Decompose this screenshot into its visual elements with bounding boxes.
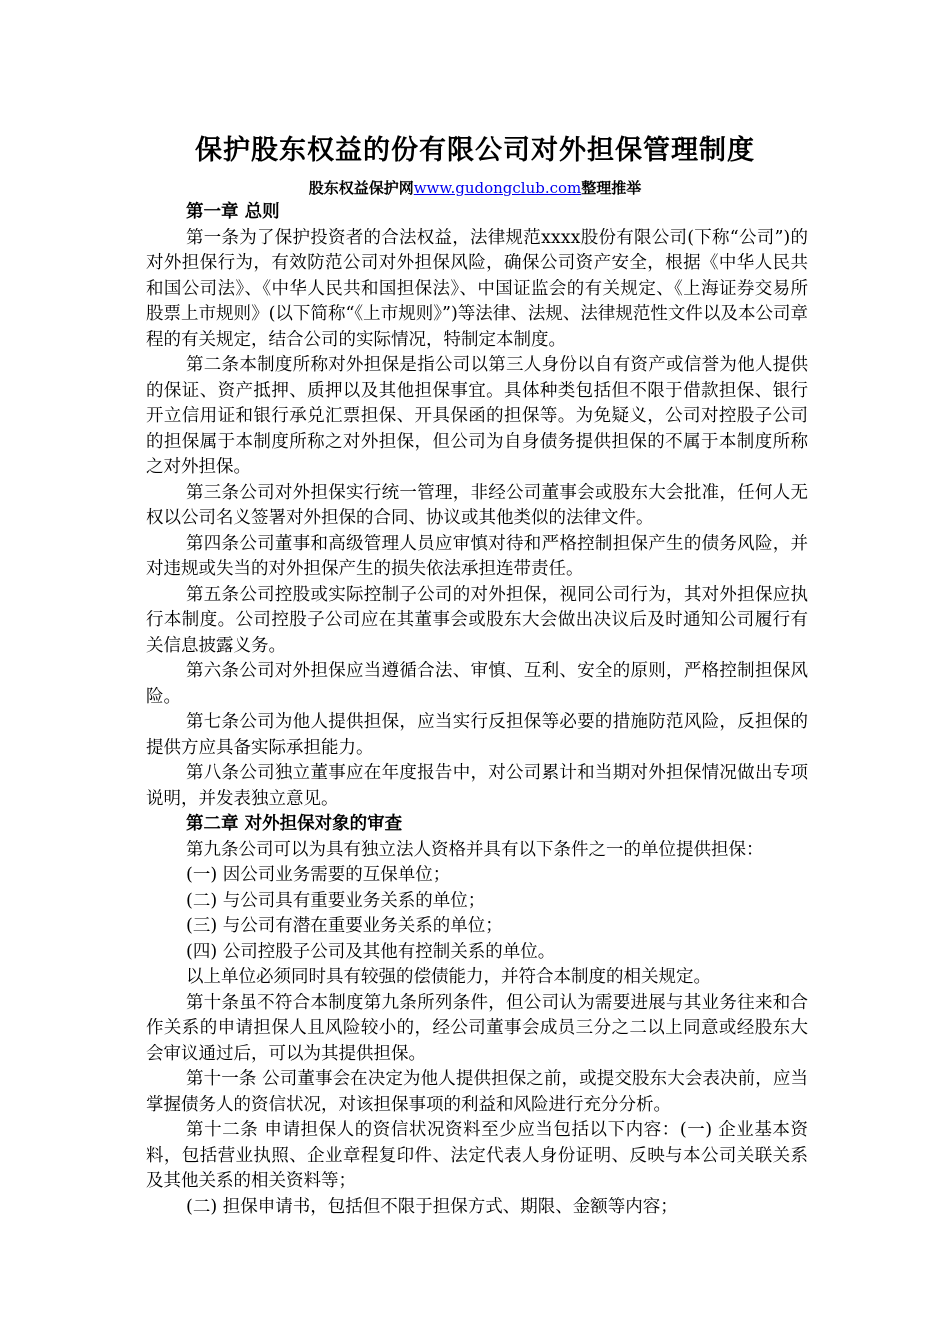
article-paragraph: 第十条虽不符合本制度第九条所列条件，但公司认为需要进展与其业务往来和合作关系的申请担保人且风险较小的，经公司董事会成员三分之二以上同意或经股东大会审议通过后，可以为其提供担保。 [146, 992, 808, 1064]
article-paragraph: 第十一条 公司董事会在决定为他人提供担保之前，或提交股东大会表决前，应当掌握债务人的资信状况，对该担保事项的利益和风险进行充分分析。 [146, 1069, 808, 1115]
document-title: 保护股东权益的份有限公司对外担保管理制度 [195, 135, 755, 166]
list-item: (三) 与公司有潜在重要业务关系的单位； [186, 916, 503, 936]
document-subtitle [0, 177, 950, 198]
article-paragraph: 第二条本制度所称对外担保是指公司以第三人身份以自有资产或信誉为他人提供的保证、资产抵押、质押以及其他担保事宜。具体种类包括但不限于借款担保、银行开立信用证和银行承兑汇票担保、开具保函的担保等。为免疑义，公司对控股子公司的担保属于本制度所称之对外担保，但公司为自身债务提供担保的不属于本制度所称之对外担保。 [146, 355, 808, 477]
article-paragraph: 第六条公司对外担保应当遵循合法、审慎、互利、安全的原则，严格控制担保风险。 [146, 661, 808, 707]
article-paragraph: 第五条公司控股或实际控制子公司的对外担保，视同公司行为，其对外担保应执行本制度。公司控股子公司应在其董事会或股东大会做出决议后及时通知公司履行有关信息披露义务。 [146, 584, 808, 656]
subtitle-source: 股东权益保护网 [308, 179, 414, 197]
list-item: (二) 与公司具有重要业务关系的单位； [186, 890, 486, 911]
subtitle-note: 整理推举 [581, 179, 642, 197]
article-paragraph: 第四条公司董事和高级管理人员应审慎对待和严格控制担保产生的债务风险，并对违规或失当的对外担保产生的损失依法承担连带责任。 [146, 533, 808, 579]
article-paragraph: 第八条公司独立董事应在年度报告中，对公司累计和当期对外担保情况做出专项说明，并发表独立意见。 [146, 763, 808, 809]
list-item: (四) 公司控股子公司及其他有控制关系的单位。 [186, 941, 556, 962]
article-paragraph: 以上单位必须同时具有较强的偿债能力，并符合本制度的相关规定。 [186, 967, 711, 987]
chapter-heading: 第二章 对外担保对象的审查 [186, 814, 403, 834]
website-link[interactable]: www.gudongclub.com [413, 179, 582, 197]
article-paragraph: 第九条公司可以为具有独立法人资格并具有以下条件之一的单位提供担保： [186, 839, 764, 860]
article-paragraph: 第三条公司对外担保实行统一管理，非经公司董事会或股东大会批准，任何人无权以公司名义签署对外担保的合同、协议或其他类似的法律文件。 [146, 482, 808, 528]
article-paragraph: 第七条公司为他人提供担保，应当实行反担保等必要的措施防范风险，反担保的提供方应具备实际承担能力。 [146, 712, 808, 758]
article-paragraph: 第一条为了保护投资者的合法权益，法律规范xxxx股份有限公司(下称“公司”)的对外担保行为，有效防范公司对外担保风险，确保公司资产安全，根据《中华人民共和国公司法》、《中华人民共和国担保法》、中国证监会的有关规定、《上海证券交易所股票上市规则》(以下简称“《上市规则》”)等法律、法规、法律规范性文件以及本公司章程的有关规定，结合公司的实际情况，特制定本制度。 [146, 227, 808, 350]
article-paragraph: 第十二条 申请担保人的资信状况资料至少应当包括以下内容：(一) 企业基本资料，包括营业执照、企业章程复印件、法定代表人身份证明、反映与本公司关联关系及其他关系的相关资料等； [146, 1120, 808, 1191]
list-item: (一) 因公司业务需要的互保单位； [186, 865, 451, 885]
list-item: (二) 担保申请书，包括但不限于担保方式、期限、金额等内容； [186, 1196, 678, 1217]
chapter-heading: 第一章 总则 [186, 202, 280, 222]
document-body [146, 200, 808, 1220]
